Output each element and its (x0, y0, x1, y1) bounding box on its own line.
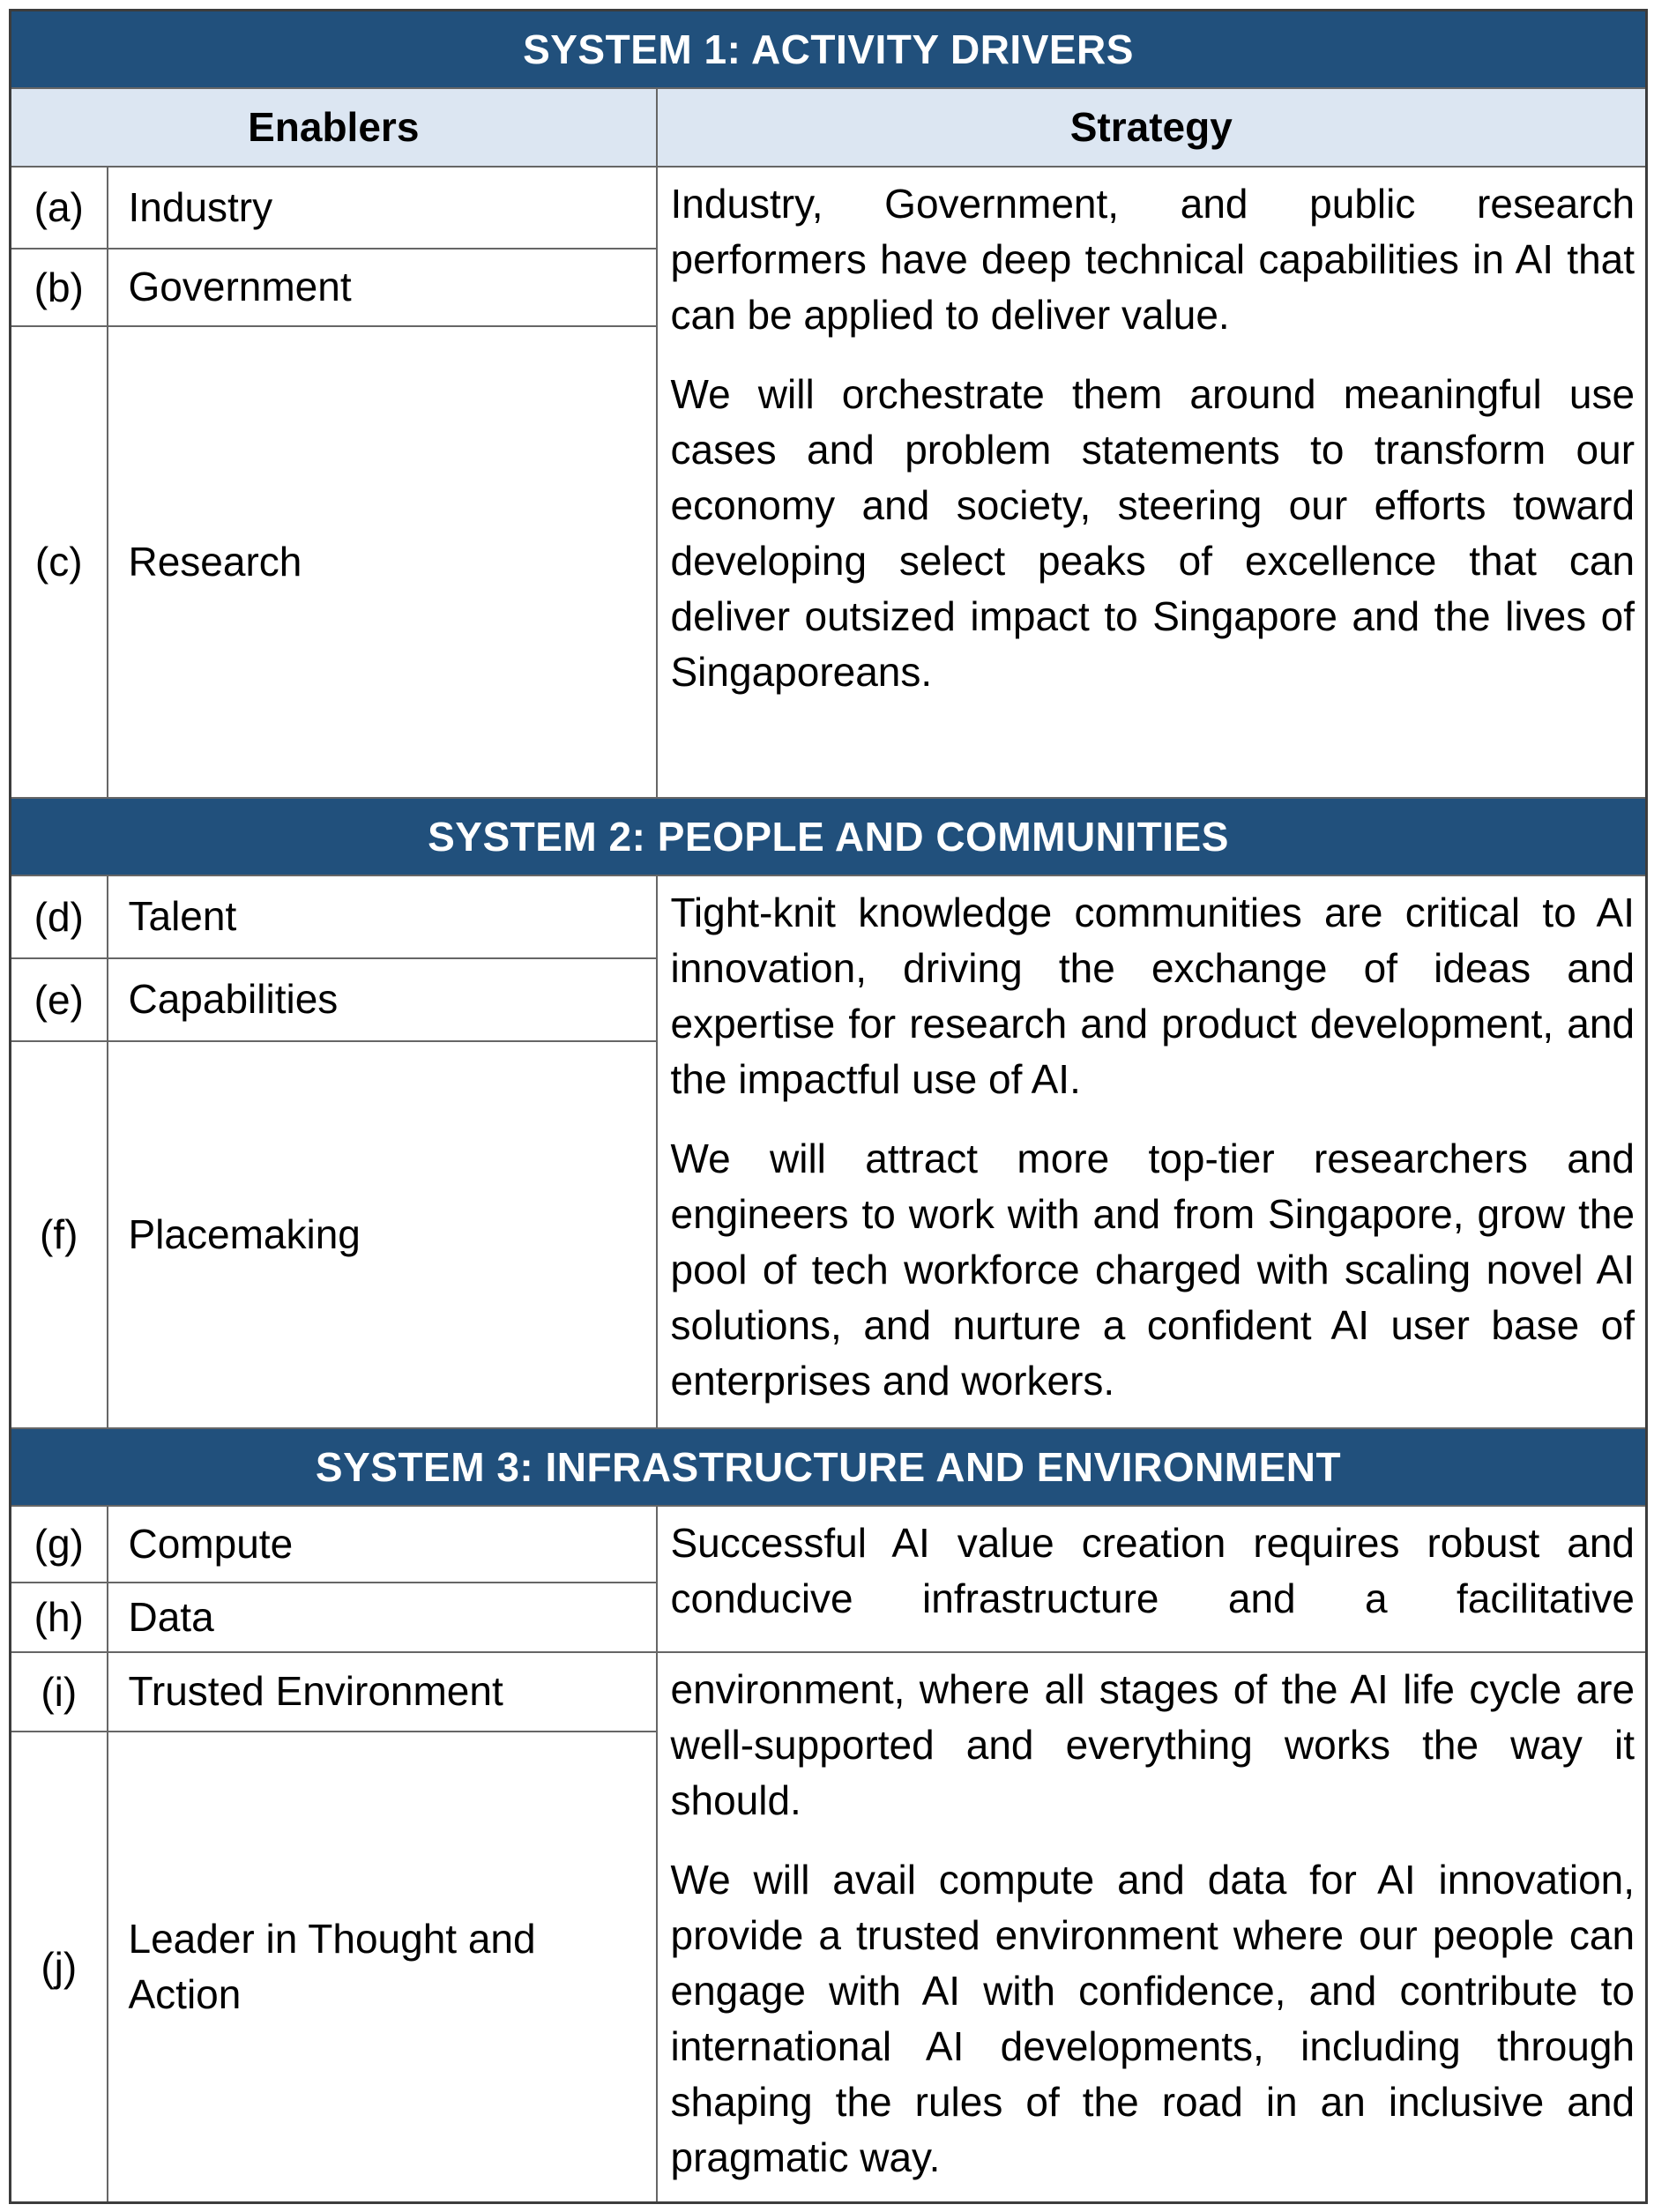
enabler-name-talent: Talent (108, 875, 657, 958)
strategy-paragraph: Industry, Government, and public research performers have deep technical capabilities in AI that can be applied to deliver value. (670, 180, 1635, 338)
section-3-header: SYSTEM 3: INFRASTRUCTURE AND ENVIRONMENT (11, 1428, 1647, 1506)
enabler-key-g: (g) (11, 1506, 108, 1583)
section-1-header: SYSTEM 1: ACTIVITY DRIVERS (11, 11, 1647, 88)
strategy-paragraph: environment, where all stages of the AI life cycle are well-supported and everything works the way it should. (670, 1665, 1635, 1823)
enabler-name-data: Data (108, 1583, 657, 1652)
strategy-cell-system-2 (657, 875, 1647, 1428)
enabler-key-e: (e) (11, 958, 108, 1041)
strategy-paragraph: Tight-knit knowledge communities are critical to AI innovation, driving the exchange of ideas and expertise for research and product development, and the impactful use of AI. (670, 889, 1635, 1102)
strategy-paragraph: We will avail compute and data for AI innovation, provide a trusted environment where our people can engage with AI with confidence, and contribute to international AI developments, including through shaping the rules of the road in an inclusive and pragmatic way. (670, 1856, 1635, 2180)
enabler-key-d: (d) (11, 875, 108, 958)
strategy-cell-system-1 (657, 167, 1647, 798)
enabler-name-government: Government (108, 249, 657, 326)
enabler-name-industry: Industry (108, 167, 657, 249)
enabler-name-trusted-environment: Trusted Environment (108, 1652, 657, 1732)
strategy-line: conducive infrastructure and a facilitative (670, 1575, 1635, 1621)
enabler-key-f: (f) (11, 1041, 108, 1428)
enabler-name-compute: Compute (108, 1506, 657, 1583)
strategy-line: Successful AI value creation requires robust and (670, 1519, 1635, 1566)
enabler-name-placemaking: Placemaking (108, 1041, 657, 1428)
enabler-name-capabilities: Capabilities (108, 958, 657, 1041)
strategy-paragraph: We will attract more top-tier researchers and engineers to work with and from Singapore, grow the pool of tech workforce charged with scaling novel AI solutions, and nurture a confident AI user base of enterprises and workers. (670, 1135, 1635, 1404)
enabler-name-research: Research (108, 326, 657, 798)
enabler-key-h: (h) (11, 1583, 108, 1652)
enabler-key-j: (j) (11, 1732, 108, 2203)
strategy-paragraph: We will orchestrate them around meaningful use cases and problem statements to transform our economy and society, steering our efforts toward developing select peaks of excellence that can deliver outsized impact to Singapore and the lives of Singaporeans. (670, 370, 1635, 695)
section-2-header: SYSTEM 2: PEOPLE AND COMMUNITIES (11, 798, 1647, 875)
strategy-cell-system-3-top (657, 1506, 1647, 1652)
enabler-key-i: (i) (11, 1652, 108, 1732)
enabler-key-b: (b) (11, 249, 108, 326)
column-header-strategy: Strategy (657, 88, 1647, 167)
enabler-key-c: (c) (11, 326, 108, 798)
ai-strategy-systems-table (9, 9, 1648, 2204)
enabler-key-a: (a) (11, 167, 108, 249)
enabler-name-leader-in-thought-and-action: Leader in Thought and Action (108, 1732, 657, 2203)
strategy-cell-system-3-bottom (657, 1652, 1647, 2203)
column-header-enablers: Enablers (11, 88, 657, 167)
